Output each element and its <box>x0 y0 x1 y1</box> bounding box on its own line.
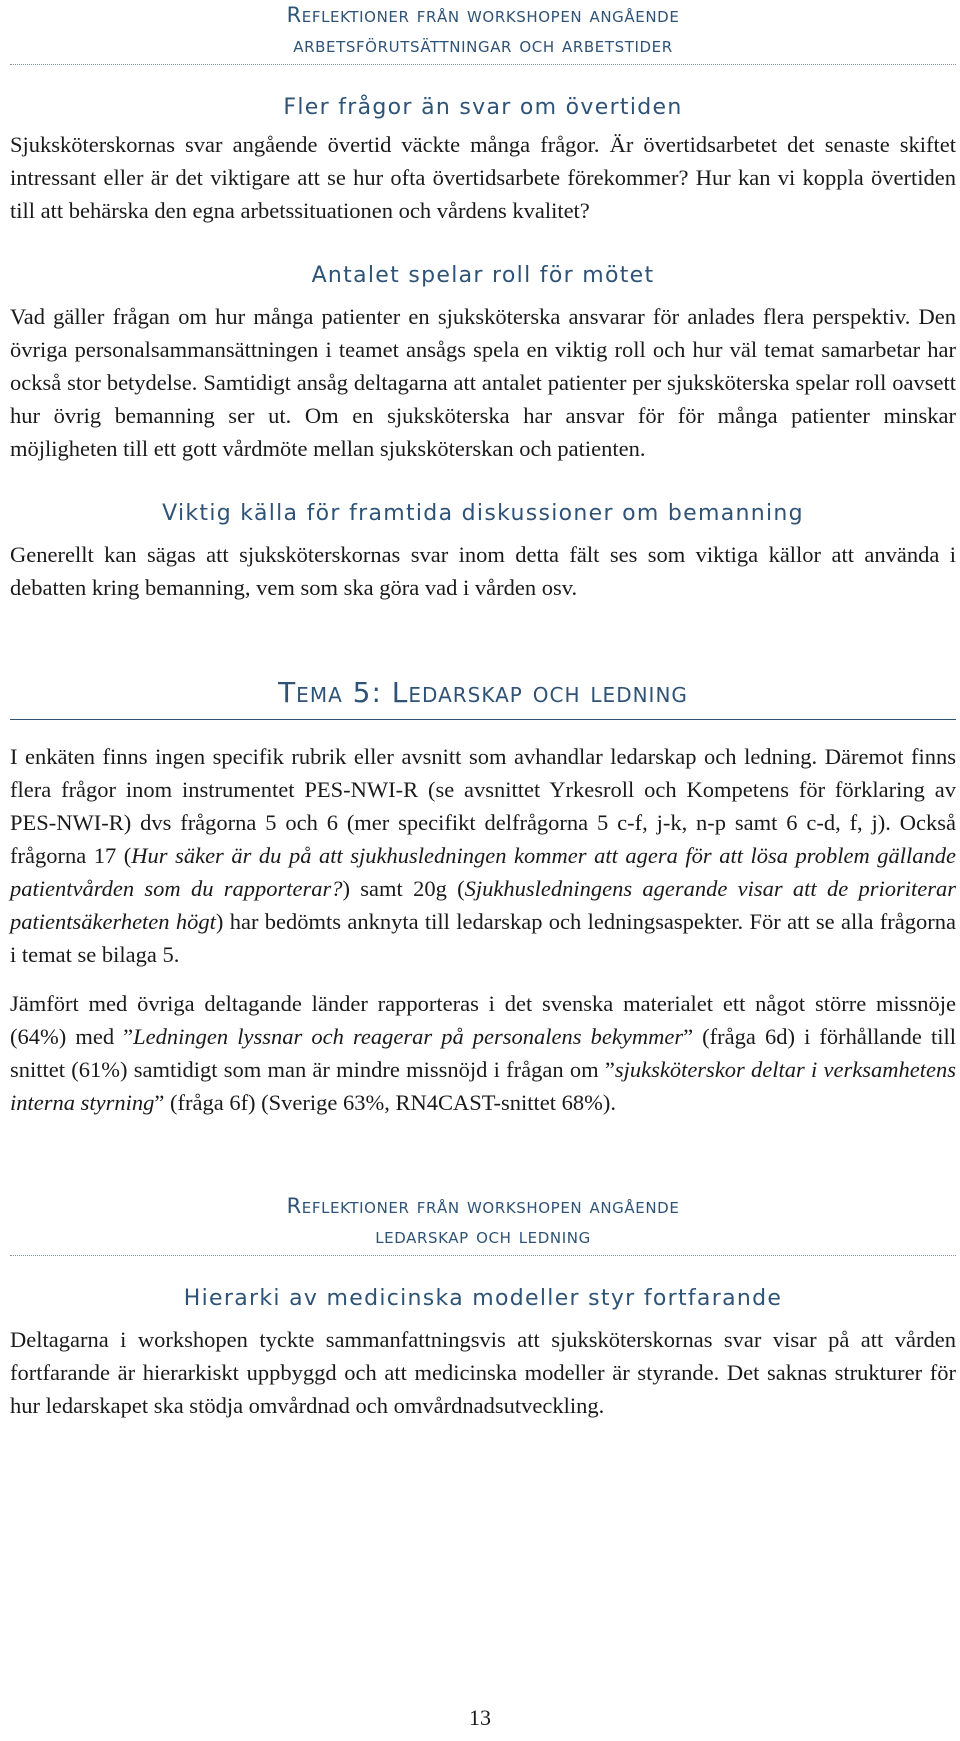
heading-staffing-source: Viktig källa för framtida diskussioner om bemanning <box>162 501 804 526</box>
text-run: ) samt 20g ( <box>342 876 465 901</box>
text-run: ” (fråga 6d) i förhållande till snittet (61%) samtidigt som man är mindre missnöjd i frågan om ” <box>10 1024 956 1082</box>
heading-medical-hierarchy: Hierarki av medicinska modeller styr fortfarande <box>183 1286 783 1311</box>
italic-question-6d: Ledningen lyssnar och reagerar på personalens bekymmer <box>133 1024 684 1049</box>
running-head-line-1: Reflektioner från workshopen angående <box>286 1194 680 1218</box>
text-run: ) har bedömts anknyta till ledarskap och ledningsaspekter. För att se alla frågorna i temat se bilaga 5. <box>10 909 957 967</box>
page-number: 13 <box>469 1705 491 1730</box>
document-page <box>10 0 956 1422</box>
paragraph-staffing-source: Generellt kan sägas att sjuksköterskornas svar inom detta fält ses som viktiga källor att använda i debatten kring bemanning, vem som ska göra vad i vården osv. <box>10 542 956 600</box>
running-head-workshop-working-conditions <box>10 0 956 65</box>
paragraph-overtime: Sjuksköterskornas svar angående övertid väckte många frågor. Är övertidsarbetet det senaste skiftet intressant eller är det viktigare att se hur ofta övertidsarbete förekommer? Hur kan vi koppla övertiden till att behärska den egna arbetssituationen och vårdens kvalitet? <box>10 132 956 223</box>
running-head-line-2: ledarskap och ledning <box>375 1224 591 1248</box>
paragraph-patient-count: Vad gäller frågan om hur många patienter en sjuksköterska ansvarar för anlades flera perspektiv. Den övriga personalsammansättningen i teamet ansågs spela en viktig roll och hur väl temat samarbetar har också stor betydelse. Samtidigt ansåg deltagarna att antalet patienter per sjuksköterska spelar roll oavsett hur övrig bemanning ser ut. Om en sjuksköterska har ansvar för för många patienter minskar möjligheten till ett gott vårdmöte mellan sjuksköterskan och patienten. <box>10 304 956 461</box>
italic-question-6f: sjuksköterskor deltar i verksamhetens interna styrning <box>10 1057 956 1115</box>
running-head-line-1: Reflektioner från workshopen angående <box>286 3 680 27</box>
paragraph-theme5-survey <box>10 740 956 971</box>
paragraph-theme5-comparison <box>10 987 956 1119</box>
running-head-workshop-leadership <box>10 1191 956 1256</box>
italic-question-17: Hur säker är du på att sjukhusledningen kommer att agera för att lösa problem gällande patientvården som du rapporterar? <box>10 843 956 901</box>
heading-overtime-questions: Fler frågor än svar om övertiden <box>283 95 683 120</box>
italic-question-20g: Sjukhusledningens agerande visar att de prioriterar patientsäkerheten högt <box>10 876 956 934</box>
heading-patient-count: Antalet spelar roll för mötet <box>311 263 655 288</box>
paragraph-medical-hierarchy: Deltagarna i workshopen tyckte sammanfattningsvis att sjuksköterskornas svar visar på att vården fortfarande är hierarkiskt uppbyggd och att medicinska modeller är styrande. Det saknas strukturer för hur ledarskapet ska stödja omvårdnad och omvårdnadsutveckling. <box>10 1327 956 1418</box>
text-run: I enkäten finns ingen specifik rubrik eller avsnitt som avhandlar ledarskap och ledning. Däremot finns flera frågor inom instrumentet PES-NWI-R (se avsnittet Yrkesroll och Kompetens för förklaring av PES-NWI-R) dvs frågorna 5 och 6 (mer specifikt delfrågorna 5 c-f, j-k, n-p samt 6 c-d, f, j). Också frågorna 17 ( <box>10 744 956 868</box>
section-title-theme-5: Tema 5: Ledarskap och ledning <box>10 676 956 720</box>
text-run: Jämfört med övriga deltagande länder rapporteras i det svenska materialet ett något större missnöje (64%) med ” <box>10 991 956 1049</box>
running-head-line-2: arbetsförutsättningar och arbetstider <box>293 33 673 57</box>
text-run: ” (fråga 6f) (Sverige 63%, RN4CAST-snittet 68%). <box>154 1090 616 1115</box>
